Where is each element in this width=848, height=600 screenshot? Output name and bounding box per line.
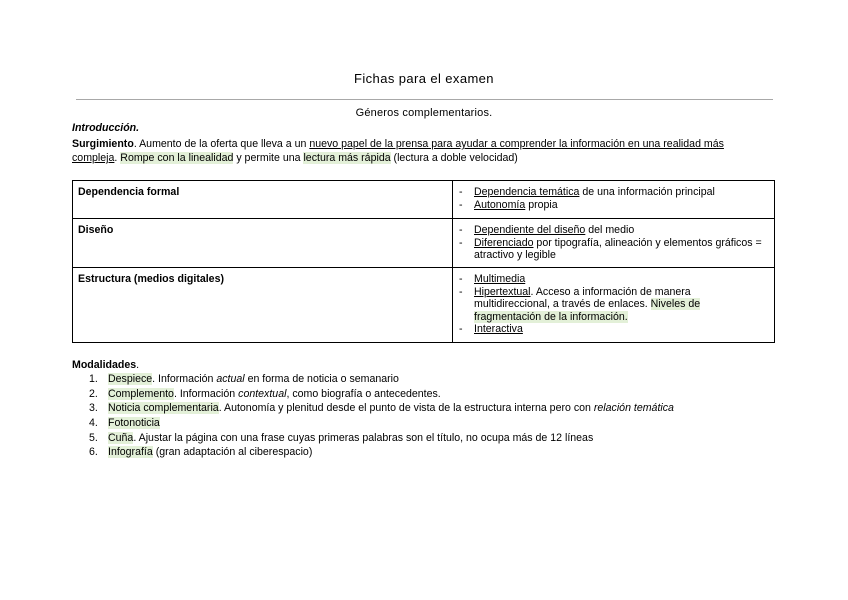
title-divider (76, 99, 773, 100)
item-text: . Acceso a información de manera multidireccional, a través de enlaces. (474, 285, 691, 310)
intro-heading: Introducción. (72, 122, 140, 134)
list-item (72, 416, 674, 431)
item-term: Hipertextual (474, 285, 531, 298)
item-text-end: en forma de noticia o semanario (244, 373, 399, 385)
row-label: Estructura (medios digitales) (73, 268, 453, 343)
item-number: 3. (89, 402, 98, 415)
list-item (458, 237, 769, 262)
item-term: Interactiva (474, 323, 523, 335)
item-number: 6. (89, 446, 98, 459)
item-highlight: Cuña (108, 431, 134, 444)
item-term: Diferenciado (474, 236, 534, 249)
surgimiento-label: Surgimiento (72, 138, 134, 150)
table-row (73, 268, 775, 343)
item-text: del medio (585, 224, 635, 236)
item-term: Autonomía (474, 198, 526, 211)
item-text: por tipografía, alineación y elementos gráficos = atractivo y legible (474, 236, 762, 261)
item-italic: actual (216, 373, 245, 385)
item-highlight: Fotonoticia (108, 417, 160, 430)
table-row (73, 219, 775, 268)
section-subtitle: Géneros complementarios. (355, 107, 493, 119)
list-item (72, 372, 674, 387)
item-number: 5. (89, 431, 98, 444)
item-highlight: Infografía (108, 446, 153, 459)
characteristics-table (72, 180, 775, 343)
item-term: Dependiente del diseño (474, 224, 586, 236)
item-highlight: Niveles de fragmentación de la información. (474, 298, 701, 323)
item-text: . Información (152, 373, 217, 385)
item-highlight: Complemento (108, 387, 174, 400)
item-text: de una información principal (579, 186, 715, 198)
item-italic: contextual (238, 387, 287, 400)
intro-highlight-lectura: lectura más rápida (303, 152, 391, 164)
row-content (453, 181, 775, 219)
list-item (72, 387, 674, 402)
list-item (72, 445, 674, 460)
modalidades-title: Modalidades (72, 359, 137, 371)
item-italic: relación temática (593, 402, 674, 415)
list-item (458, 323, 769, 336)
list-item (458, 199, 769, 212)
modalidades-heading (72, 359, 139, 371)
list-item (458, 286, 769, 324)
row-content (453, 268, 775, 343)
item-text-end: , como biografía o antecedentes. (286, 387, 441, 400)
item-text: . Ajustar la página con una frase cuyas primeras palabras son el título, no ocupa más de 12 líneas (133, 431, 594, 444)
intro-paragraph (72, 137, 772, 165)
item-number: 2. (89, 387, 98, 400)
item-text: (gran adaptación al ciberespacio) (152, 446, 313, 459)
intro-text-1: . Aumento de la oferta que lleva a un (133, 138, 310, 150)
item-term: Dependencia temática (474, 186, 580, 198)
list-item (72, 431, 674, 446)
intro-highlight-linealidad: Rompe con la linealidad (120, 152, 234, 164)
item-text: . Autonomía y plenitud desde el punto de vista de la estructura interna pero con (218, 402, 594, 415)
intro-text-2: . (114, 152, 121, 164)
list-item (458, 224, 769, 237)
item-number: 1. (89, 373, 98, 385)
item-highlight: Noticia complementaria (108, 402, 219, 415)
item-term: Multimedia (474, 273, 526, 285)
list-item (72, 401, 674, 416)
row-content (453, 219, 775, 268)
item-text: . Información (173, 387, 239, 400)
page-title: Fichas para el examen (354, 71, 494, 86)
item-text: propia (525, 198, 558, 211)
row-label: Diseño (73, 219, 453, 268)
table-row (73, 181, 775, 219)
item-number: 4. (89, 417, 98, 430)
intro-underlined-text: nuevo papel de la prensa para ayudar a comprender la información en una realidad más compleja (72, 138, 724, 164)
modalidades-dot: . (136, 359, 140, 371)
intro-text-4: (lectura a doble velocidad) (390, 152, 518, 164)
list-item (458, 273, 769, 286)
item-highlight: Despiece (108, 373, 153, 385)
intro-text-3: y permite una (233, 152, 304, 164)
modalidades-list (72, 372, 674, 460)
list-item (458, 186, 769, 199)
row-label: Dependencia formal (73, 181, 453, 219)
